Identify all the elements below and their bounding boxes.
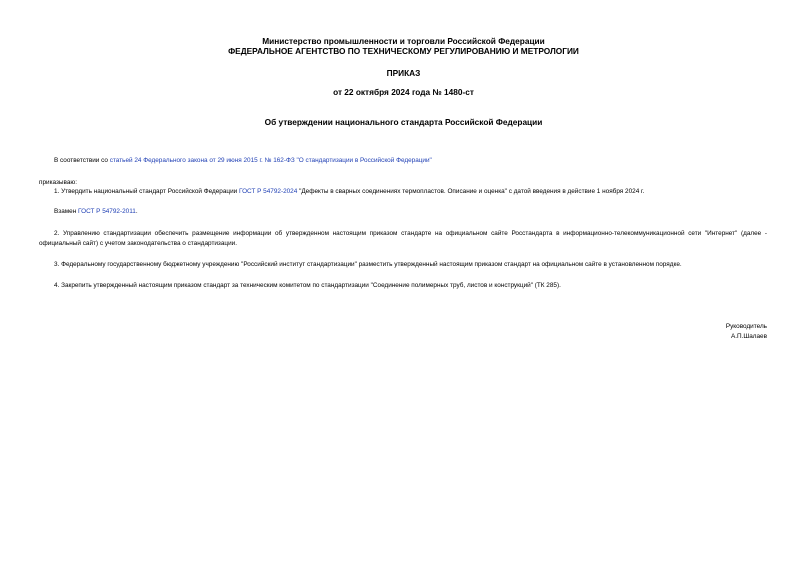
item-4-paragraph: 4. Закрепить утвержденный настоящим приказом стандарт за техническим комитетом по стандартизации "Соединение полимерных труб, листов и конструкций" (ТК 285). [54,282,561,289]
signatory-position: Руководитель [725,323,767,330]
replace-paragraph [54,207,138,217]
gost-2011-link[interactable]: ГОСТ Р 54792-2011 [78,208,136,215]
agency-title: ФЕДЕРАЛЬНОЕ АГЕНТСТВО ПО ТЕХНИЧЕСКОМУ РЕГУЛИРОВАНИЮ И МЕТРОЛОГИИ [228,46,579,56]
item-3-paragraph: 3. Федеральному государственному бюджетному учреждению "Российский институт стандартизации" разместить утвержденный настоящим приказом стандарт на официальном сайте в установленном порядке. [54,261,682,268]
signature-block [726,322,767,341]
replace-prefix: Взамен [54,208,78,215]
preamble-paragraph [54,156,432,166]
document-subject: Об утверждении национального стандарта Российской Федерации [264,117,543,127]
order-word: приказываю: [39,179,77,186]
ministry-title: Министерство промышленности и торговли Российской Федерации [262,36,545,46]
federal-law-link[interactable]: статьей 24 Федерального закона от 29 июня 2015 г. № 162-ФЗ "О стандартизации в Российской Федерации" [109,157,432,164]
item-1-paragraph [54,187,644,197]
item-2-paragraph: 2. Управлению стандартизации обеспечить размещение информации об утвержденном настоящим приказом стандарте на официальном сайте Росстандарта в информационно-телекоммуникационной сети "Интернет" (далее - официальный сайт) с учетом законодательства о стандартизации. [39,230,767,247]
signatory-name: А.П.Шалаев [730,332,767,340]
preamble-prefix: В соответствии со [54,157,110,164]
document-type: ПРИКАЗ [386,68,421,78]
gost-2024-link[interactable]: ГОСТ Р 54792-2024 [238,188,298,195]
replace-suffix: . [135,208,138,215]
document-date-number: от 22 октября 2024 года № 1480-ст [333,87,474,97]
item-1-suffix: "Дефекты в сварных соединениях термопластов. Описание и оценка" с датой введения в действие 1 ноября 2024 г. [297,188,645,195]
item-1-prefix: 1. Утвердить национальный стандарт Российской Федерации [54,188,239,195]
